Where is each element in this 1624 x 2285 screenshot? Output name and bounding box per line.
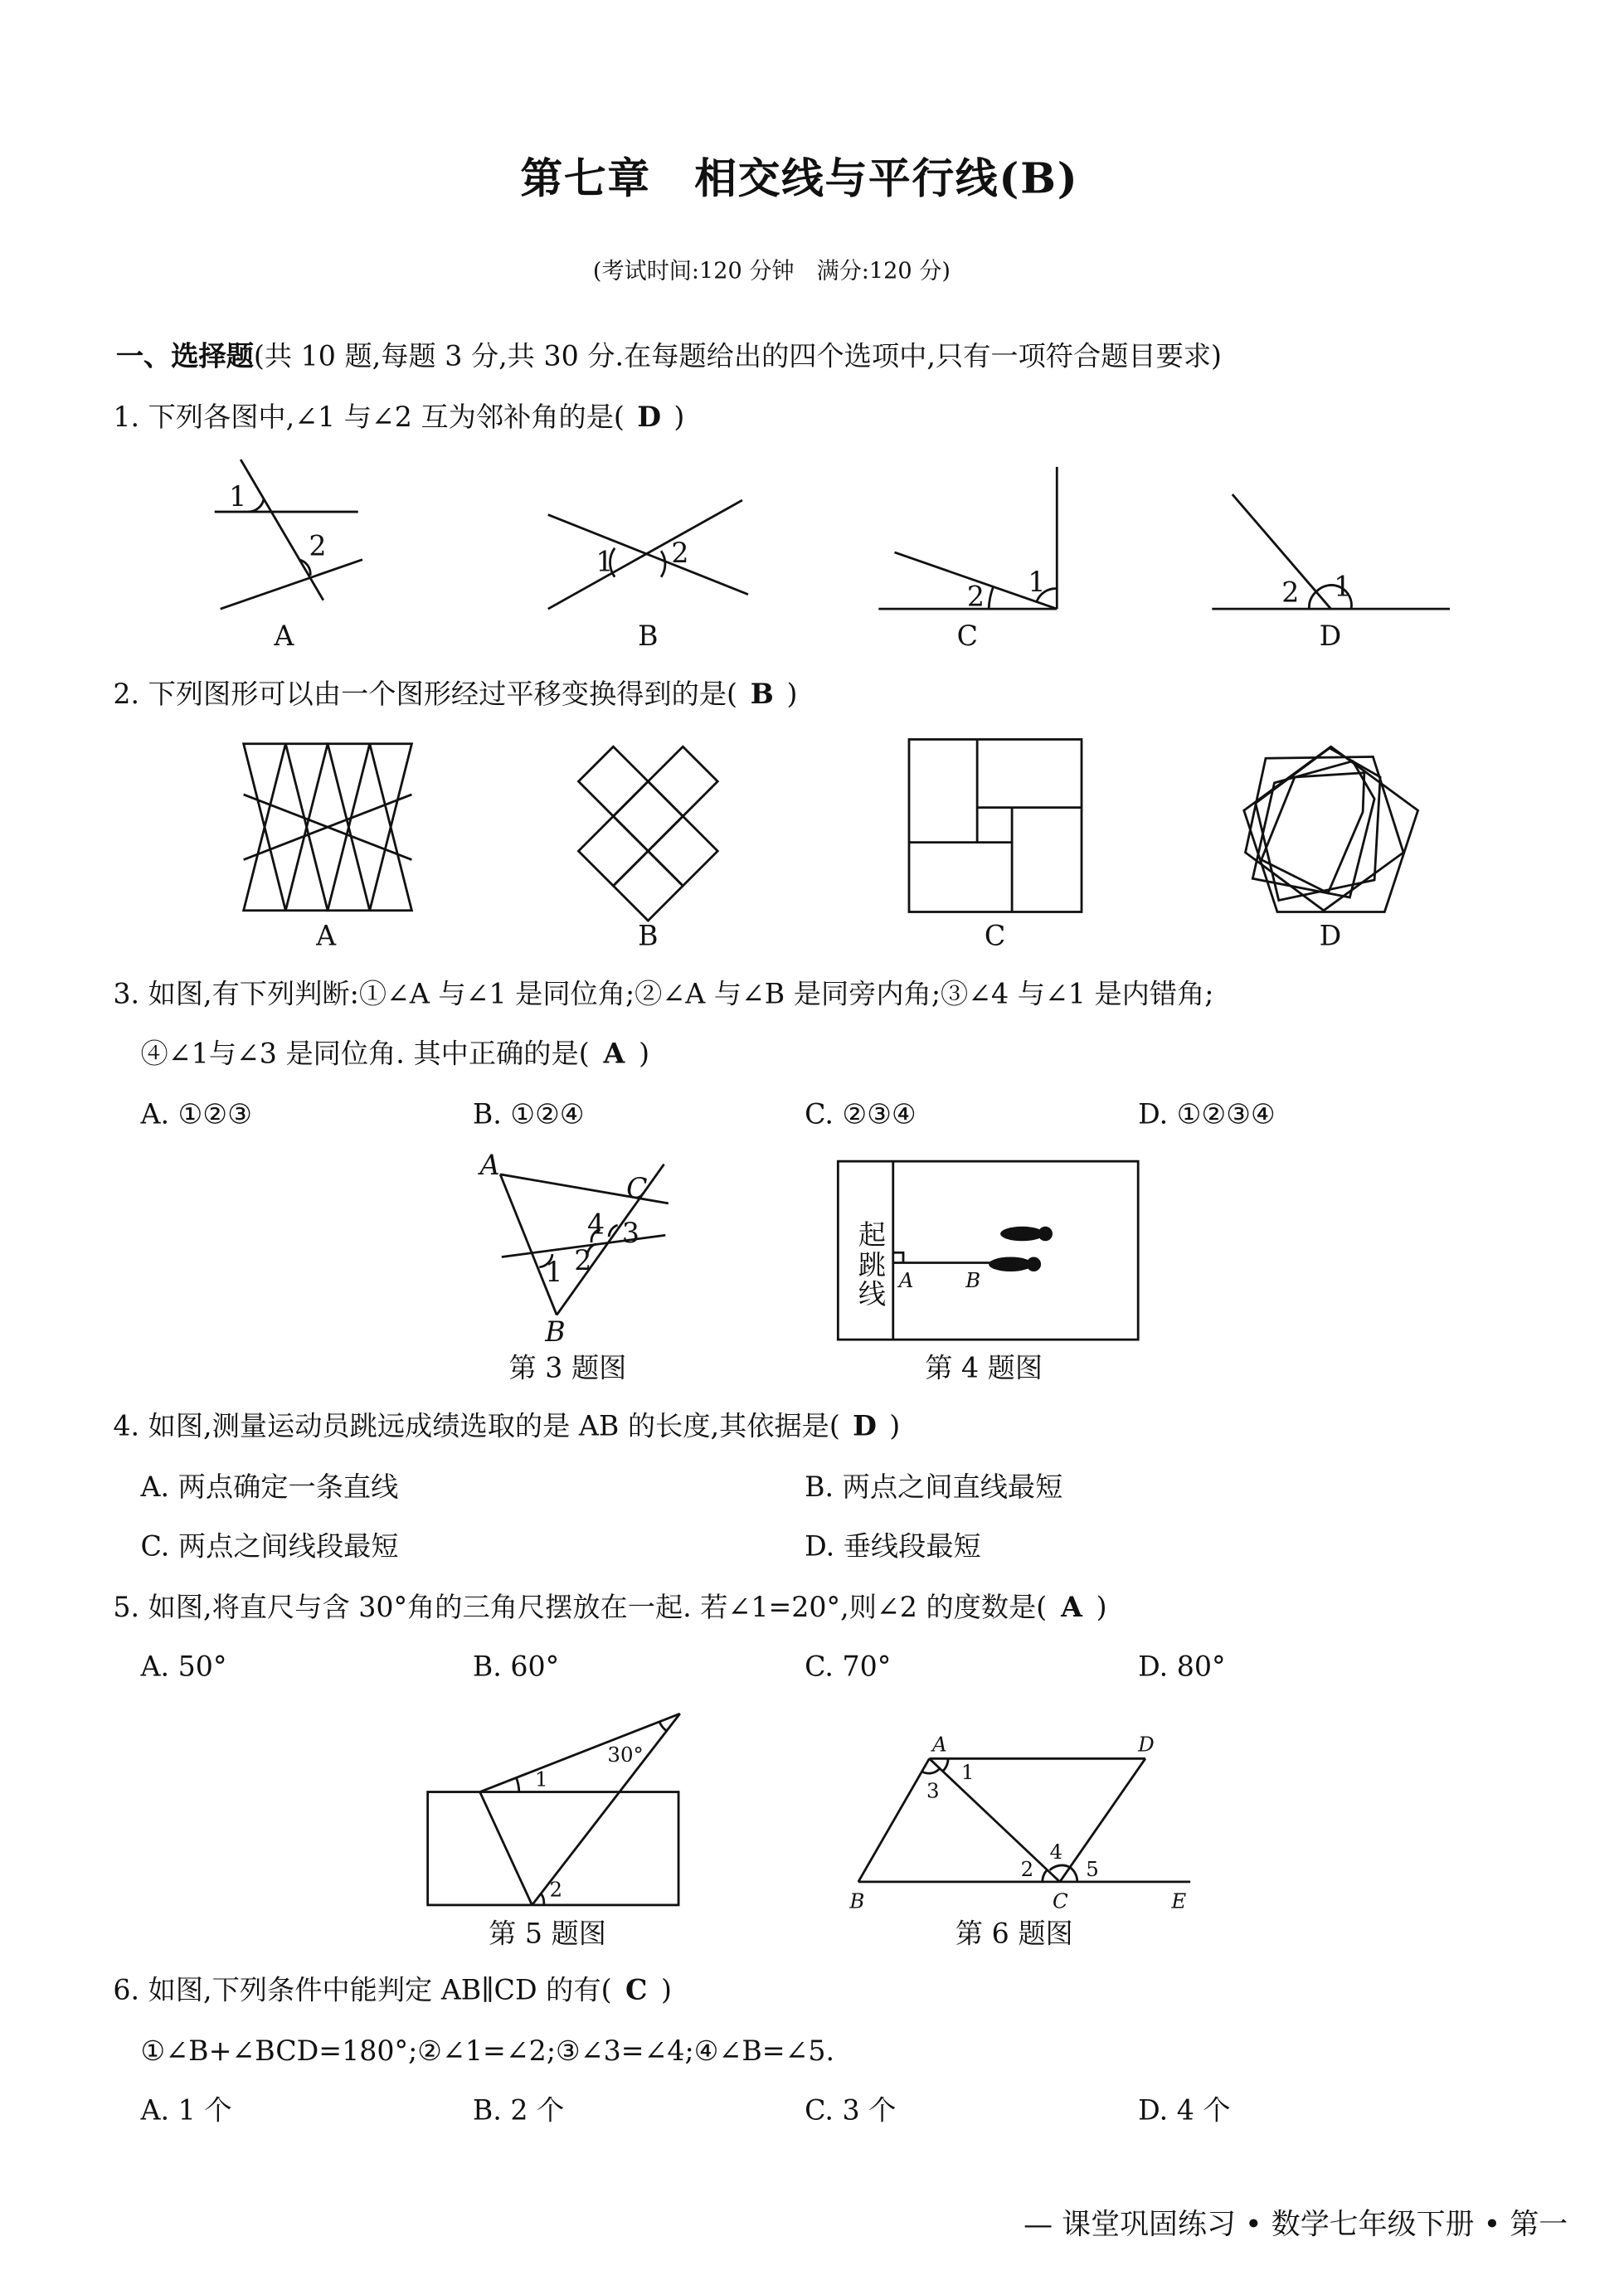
fig-c-angle-2: 2 [966,580,985,613]
angle-arc [942,1758,948,1772]
fig6-angle-3: 3 [926,1778,940,1803]
fig3-caption: 第 3 题图 [508,1351,627,1384]
line-ac [929,1758,1059,1882]
section-title: 一、选择题 [115,340,254,373]
q4-option-d: D. 垂线段最短 [805,1530,981,1563]
fig6-angle-1: 1 [960,1759,975,1784]
fig-b-label: B [638,619,659,652]
q5-option-b: B. 60° [472,1651,560,1684]
q4-option-a: A. 两点确定一条直线 [140,1471,399,1504]
q4-option-c: C. 两点之间线段最短 [140,1530,399,1563]
q6-option-c: C. 3 个 [805,2094,897,2127]
q1-stem: 1. 下列各图中,∠1 与∠2 互为邻补角的是( [113,401,625,434]
fig-a-label: A [274,619,294,652]
q5-option-c: C. 70° [805,1651,892,1684]
fig-c-label: C [984,919,1006,952]
q3-option-a: A. ①②③ [140,1098,252,1131]
fig-d-label: D [1319,919,1342,952]
takeoff-label-3: 线 [858,1277,887,1310]
q6-option-a: A. 1 个 [140,2094,232,2127]
question-5: 5. 如图,将直尺与含 30°角的三角尺摆放在一起. 若∠1=20°,则∠2 的度数是( A ) [113,1592,1107,1624]
fig6-angle-5: 5 [1086,1856,1099,1881]
fig5-angle-1: 1 [535,1767,548,1792]
q3-answer: A [603,1038,625,1071]
q4-stem: 4. 如图,测量运动员跳远成绩选取的是 AB 的长度,其依据是( [113,1410,840,1443]
question-3-line2: ④∠1与∠3 是同位角. 其中正确的是( A ) [140,1038,650,1071]
footer-text: — 课堂巩固练习 • 数学七年级下册 • 第一 [1024,2206,1568,2242]
q4-answer: D [853,1410,877,1443]
question-1: 1. 下列各图中,∠1 与∠2 互为邻补角的是( D ) [113,401,685,434]
fig-b-angle-2: 2 [671,537,689,570]
q3-option-d: D. ①②③④ [1138,1098,1276,1131]
fig3-point-a: A [479,1148,500,1181]
fig4-point-b: B [965,1268,981,1293]
page-title: 第七章 相交线与平行线(B) [520,153,1079,203]
fig6-point-d: D [1138,1732,1155,1757]
fig-b-angle-1: 1 [596,545,614,578]
exam-info: (考试时间:120 分钟 满分:120 分) [592,258,951,284]
fig-d-angle-1: 1 [1334,570,1352,603]
fig-c-angle-1: 1 [1028,566,1046,599]
angle-arc [1050,1865,1070,1870]
fig6-caption: 第 6 题图 [955,1917,1073,1950]
fig3-angle-4: 4 [586,1208,605,1241]
q6-option-b: B. 2 个 [472,2094,565,2127]
fig6-point-a: A [931,1732,947,1757]
angle-arc [1070,1867,1077,1881]
angle-arc [922,1769,940,1774]
takeoff-label-2: 跳 [858,1248,887,1281]
q1-answer: D [637,401,662,434]
q3-option-c: C. ②③④ [805,1098,917,1131]
fig6-angle-4: 4 [1049,1839,1063,1864]
q2-answer: B [750,678,774,711]
fig6-point-e: E [1171,1889,1187,1913]
takeoff-label-1: 起 [858,1218,887,1251]
fig6-point-b: B [849,1889,865,1913]
question-6: 6. 如图,下列条件中能判定 AB∥CD 的有( C ) [113,1974,672,2007]
fig3-angle-3: 3 [621,1217,640,1250]
q5-option-d: D. 80° [1138,1651,1226,1684]
fig3-point-b: B [545,1315,566,1348]
question-2: 2. 下列图形可以由一个图形经过平移变换得到的是( B ) [113,678,798,711]
fig-d-label: D [1319,619,1342,652]
fig-a-angle-2: 2 [309,529,327,562]
fig-a-angle-1: 1 [229,480,247,513]
fig4-caption: 第 4 题图 [925,1351,1043,1384]
q6-conditions: ①∠B+∠BCD=180°;②∠1=∠2;③∠3=∠4;④∠B=∠5. [140,2035,835,2068]
fig4-point-a: A [898,1268,914,1293]
question-3-line1: 3. 如图,有下列判断:①∠A 与∠1 是同位角;②∠A 与∠B 是同旁内角;③∠4 与∠1 是内错角; [113,978,1214,1011]
fig6-point-c: C [1053,1889,1068,1913]
fig3-angle-2: 2 [574,1244,592,1277]
q2-stem: 2. 下列图形可以由一个图形经过平移变换得到的是( [113,678,738,711]
q6-answer: C [625,1974,648,2007]
section-note: (共 10 题,每题 3 分,共 30 分.在每题给出的四个选项中,只有一项符合题目要求) [253,340,1223,373]
angle-arc [1043,1870,1047,1882]
q4-option-b: B. 两点之间直线最短 [805,1471,1063,1504]
q6-option-d: D. 4 个 [1138,2094,1231,2127]
fig-d-angle-2: 2 [1281,576,1300,609]
line-ab [858,1758,930,1882]
fig5-angle-2: 2 [549,1877,563,1902]
fig5-caption: 第 5 题图 [489,1917,606,1950]
q5-option-a: A. 50° [140,1651,227,1684]
line-cd [1060,1758,1145,1882]
q3-option-b: B. ①②④ [472,1098,585,1131]
fig3-angle-1: 1 [545,1256,563,1289]
q5-stem: 5. 如图,将直尺与含 30°角的三角尺摆放在一起. 若∠1=20°,则∠2 的度数是( [113,1592,1048,1624]
fig6-angle-2: 2 [1020,1856,1034,1881]
fig-c-label: C [956,619,979,652]
q6-stem: 6. 如图,下列条件中能判定 AB∥CD 的有( [113,1974,612,2007]
q5-answer: A [1061,1592,1082,1624]
fig-b-label: B [638,919,659,952]
fig3-point-c: C [626,1171,648,1204]
question-4: 4. 如图,测量运动员跳远成绩选取的是 AB 的长度,其依据是( D ) [113,1410,901,1443]
fig-a-label: A [316,919,337,952]
fig5-angle-30: 30° [607,1742,644,1767]
